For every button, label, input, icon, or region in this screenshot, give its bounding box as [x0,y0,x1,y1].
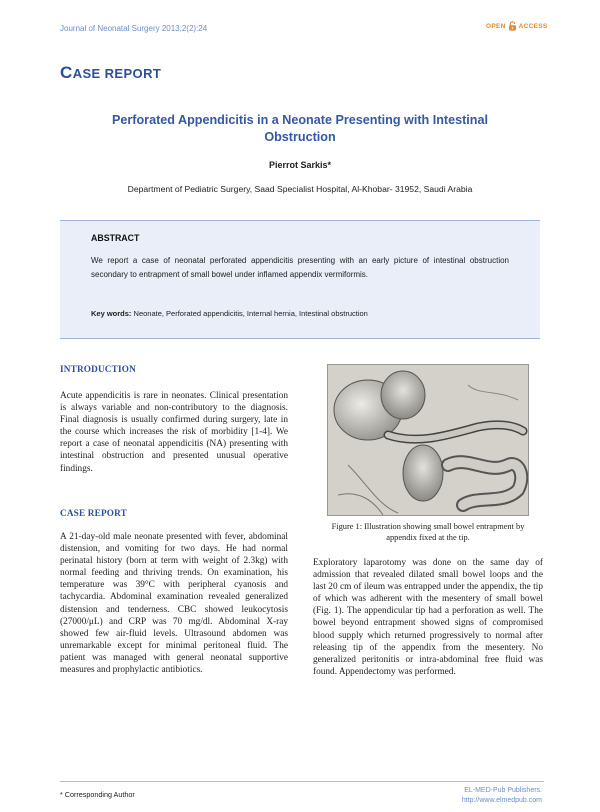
abstract-text: We report a case of neonatal perforated appendicitis presenting with an early picture of intestinal obstruction secondary to entrapment of small bowel under inflamed appendix vermiformis. [91,256,509,279]
keywords-label: Key words: [91,309,132,318]
journal-reference: Journal of Neonatal Surgery 2013;2(2):24 [60,24,208,33]
author-affiliation: Department of Pediatric Surgery, Saad Specialist Hospital, Al-Khobar- 31952, Saudi Arabia [127,184,473,194]
introduction-text: Acute appendicitis is rare in neonates. Clinical presentation is always variable and non-contributory to the diagnosis. Final diagnosis is usually confirmed during surgery, late in the course which increases the risk of morbidity [1-4]. We report a case of neonatal appendicitis (NA) presenting with intestinal obstruction and presented unusual operative findings. [60,391,288,474]
abstract-heading: ABSTRACT [91,233,140,243]
author-name: Pierrot Sarkis* [268,160,332,170]
corresponding-author-note: * Corresponding Author [60,790,135,799]
section-label [60,63,161,83]
keywords [91,309,368,318]
open-access-left: OPEN [486,22,506,30]
publisher-name: EL-MED-Pub Publishers. [464,787,542,794]
keywords-list: Neonate, Perforated appendicitis, Internal hernia, Intestinal obstruction [133,309,368,318]
section-label-rest: ASE REPORT [72,66,162,81]
bowel-sketch-image [328,365,528,515]
right-column-text: Exploratory laparotomy was done on the same day of admission that revealed dilated small bowel loops and the last 20 cm of ileum was entrapped under the appendix, the tip of which was adherent with the mesentery of small bowel (Fig. 1). The appendicular tip had a perforation as well. The bowel beyond entrapment showed signs of compromised blood supply which returned progressively to normal after releasing tip of the appendix from the mesentery. No generalized peritonitis or intra-abdominal free fluid was found. Appendectomy was performed. [313,558,543,677]
paper-title [70,112,530,146]
case-report-text: A 21-day-old male neonate presented with fever, abdominal distension, and vomiting for two days. He had normal perinatal history (born at term with weight of 2.3kg) with normal feeding and thriving trends. On examination, his temperature was 39°C with peripheral cyanosis and tachycardia. Abdominal examination revealed generalized distension and tenderness. CBC showed leukocytosis (27000/μL) and CRP was 70 mg/dl. Abdominal X-ray showed few air-fluid levels. Ultrasound abdomen was unremarkable except for minimal peritoneal fluid. The patient was managed with general neonatal supportive measures and prophylactic antibiotics. [60,532,288,676]
open-lock-icon [508,21,517,31]
paper-title-line-2: Obstruction [264,130,336,144]
figure-caption: Figure 1: Illustration showing small bowel entrapment by appendix fixed at the tip. [331,522,525,542]
paper-title-line-1: Perforated Appendicitis in a Neonate Presenting with Intestinal [111,113,488,127]
figure-illustration [327,364,529,516]
publisher-info [462,786,542,806]
open-access-right: ACCESS [518,22,548,30]
case-report-heading: CASE REPORT [60,508,127,518]
introduction-heading: INTRODUCTION [60,364,136,374]
section-label-initial: C [60,63,73,82]
footer-divider [60,781,544,782]
publisher-url[interactable]: http://www.elmedpub.com [461,797,542,804]
open-access-logo [486,21,548,31]
